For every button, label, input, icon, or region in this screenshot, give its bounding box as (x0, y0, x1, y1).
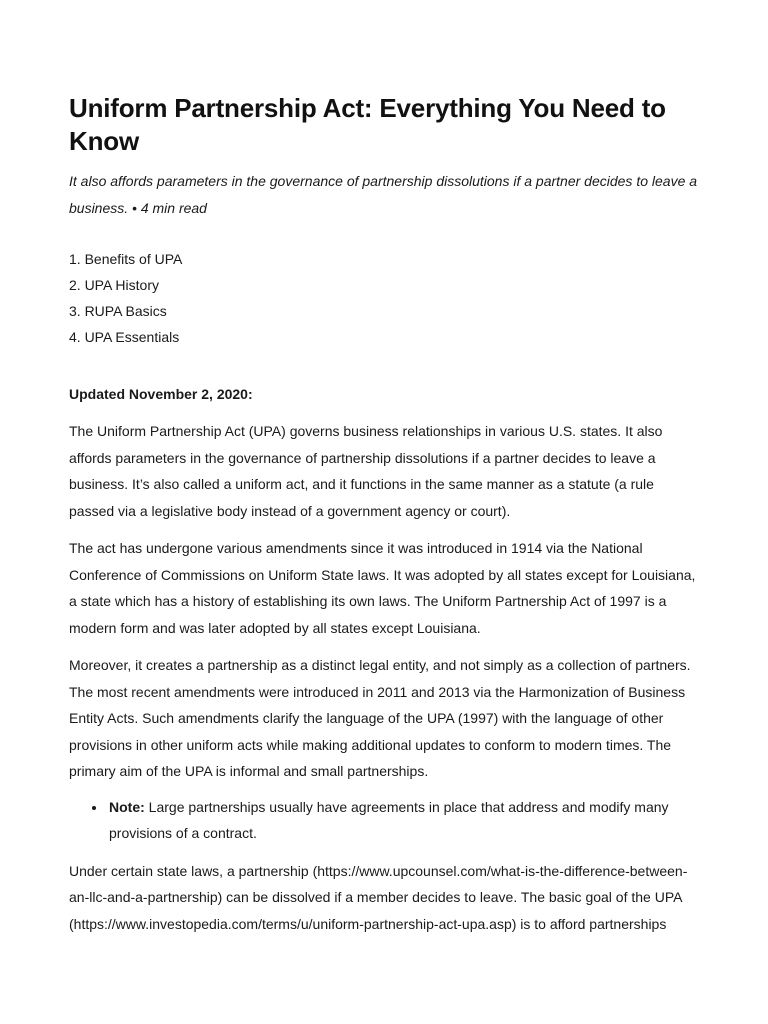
paragraph: The Uniform Partnership Act (UPA) governs business relationships in various U.S. states. It also affords parameters in the governance of partnership dissolutions if a partner decides to leave a business. It’s also called a uniform act, and it functions in the same manner as a statute (a rule passed via a legislative body instead of a government agency or court). (69, 423, 663, 519)
toc-item[interactable]: 3. RUPA Basics (69, 303, 167, 319)
note-label: Note: (109, 798, 145, 815)
article (69, 92, 699, 937)
page-title: Uniform Partnership Act: Everything You Need to Know (69, 93, 666, 156)
paragraph: Moreover, it creates a partnership as a distinct legal entity, and not simply as a collection of partners. The most recent amendments were introduced in 2011 and 2013 via the Harmonization of Business Entity Acts. Such amendments clarify the language of the UPA (1997) with the language of other provisions in other uniform acts while making additional updates to conform to modern times. The primary aim of the UPA is informal and small partnerships. (69, 657, 691, 779)
note-list (69, 794, 699, 847)
table-of-contents (69, 246, 699, 350)
note-item (107, 794, 699, 847)
toc-item[interactable]: 4. UPA Essentials (69, 329, 180, 345)
article-subtitle: It also affords parameters in the governance of partnership dissolutions if a partner decides to leave a business. • 4 min read (69, 173, 698, 216)
paragraph: The act has undergone various amendments since it was introduced in 1914 via the National Conference of Commissions on Uniform State laws. It was adopted by all states except for Louisiana, a state which has a history of establishing its own laws. The Uniform Partnership Act of 1997 is a modern form and was later adopted by all states except Louisiana. (69, 540, 696, 636)
paragraph: Under certain state laws, a partnership (https://www.upcounsel.com/what-is-the-difference-between-an-llc-and-a-partnership) can be dissolved if a member decides to leave. The basic goal of the UPA (https://www.investopedia.com/terms/u/uniform-partnership-act-upa.asp) is to afford partnerships (69, 862, 688, 932)
toc-item[interactable]: 1. Benefits of UPA (69, 251, 183, 267)
updated-date: Updated November 2, 2020: (69, 386, 253, 402)
toc-item[interactable]: 2. UPA History (69, 277, 159, 293)
note-text: Large partnerships usually have agreements in place that address and modify many provisions of a contract. (109, 798, 669, 841)
